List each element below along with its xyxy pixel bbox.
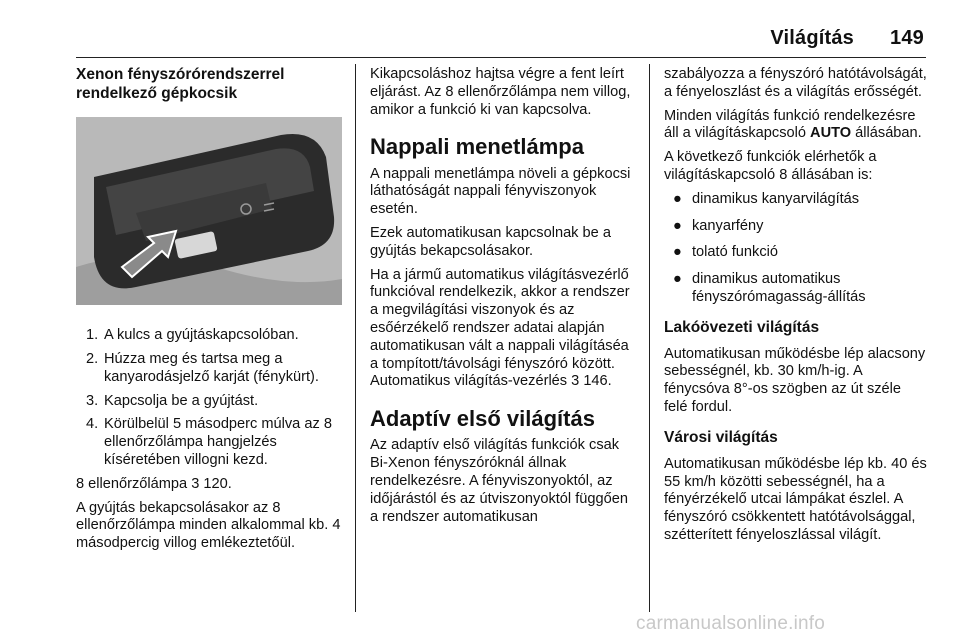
reference-line: 8 ellenőrzőlámpa 3 120. [76,475,232,492]
column-divider-2 [649,64,650,612]
list-item: ● dinamikus kanyarvilágítás [673,190,860,207]
step-list [76,327,342,470]
drl-heading: Nappali menetlámpa [370,134,584,160]
town-light-paragraph: Automatikusan működésbe lép alacsony sebességnél, kb. 30 km/h-ig. A fénycsóva 8°-os szögben az út széle felé fordul. [664,345,926,416]
list-item: 3. Kapcsolja be a gyújtást. [86,392,259,409]
header-rule [76,57,926,58]
page-number: 149 [890,27,924,49]
headlamp-stalk-figure [76,117,342,305]
list-item: ● tolató funkció [673,244,778,261]
reminder-paragraph: A gyújtás bekapcsolásakor az 8 ellenőrzőlámpa minden alkalommal kb. 4 másodpercig villog emlékeztetőül. [76,499,341,552]
drl-paragraph-2: Ezek automatikusan kapcsolnak be a gyújtás bekapcsolásakor. [370,224,611,259]
page-header [770,26,924,50]
xenon-heading: Xenon fényszórórendszerrel rendelkező gépkocsik [76,66,285,102]
list-item: ● kanyarfény [673,217,764,234]
section-title: Világítás [770,27,855,49]
list-item: ● dinamikus automatikus fényszórómagasság-állítás [673,271,866,305]
list-item: 1. A kulcs a gyújtáskapcsolóban. [86,327,299,344]
functions-intro: A következő funkciók elérhetők a világításkapcsoló 8 állásában is: [664,149,877,183]
afl-paragraph: Az adaptív első világítás funkciók csak Bi-Xenon fényszóróknál állnak rendelkezésre. A fényviszonyoktól, az időjárástól és az útviszonyoktól függően a rendszer automatikusan [370,437,628,525]
drl-paragraph-1: A nappali menetlámpa növeli a gépkocsi láthatóságát nappali fényviszonyok esetén. [370,165,631,218]
watermark: carmanualsonline.info [636,613,826,634]
deactivate-paragraph: Kikapcsoláshoz hajtsa végre a fent leírt eljárást. Az 8 ellenőrzőlámpa nem villog, amikor a funkció ki van kapcsolva. [370,66,631,118]
town-light-heading: Lakóövezeti világítás [664,318,820,336]
column-divider-1 [355,64,356,612]
city-light-paragraph: Automatikusan működésbe lép kb. 40 és 55 km/h közötti sebességnél, ha a fényérzékelő utcai lámpákat észlel. A fényszóró csökkentett hatótávolsággal, szétterített fényeloszlással világít. [664,455,927,543]
afl-heading: Adaptív első világítás [370,406,595,432]
auto-paragraph: Minden világítás funkció rendelkezésre áll a világításkapcsoló AUTO állásában. [664,107,922,142]
function-list [664,191,928,307]
list-item: 2. Húzza meg és tartsa meg a kanyarodásjelző karját (fénykürt). [86,350,319,385]
list-item: 4. Körülbelül 5 másodperc múlva az 8 ellenőrzőlámpa hangjelzés kíséretében villogni kezd. [86,416,332,468]
column-3 [664,66,928,551]
stalk-illustration [76,117,342,305]
column-2 [370,66,634,532]
auto-label: AUTO [810,125,852,142]
drl-paragraph-3: Ha a jármű automatikus világításvezérlő funkcióval rendelkezik, akkor a rendszer a megvilágítási viszonyok és az esőérzékelő rendszer adatai alapján automatikusan vált a nappali világításéa a tompított/távolsági fényszóró között. Automatikus világítás-vezérlés 3 146. [370,266,630,390]
afl-continued: szabályozza a fényszóró hatótávolságát, a fényeloszlást és a világítás erősségét. [664,66,927,100]
city-light-heading: Városi világítás [664,428,778,446]
column-1 [76,66,342,559]
